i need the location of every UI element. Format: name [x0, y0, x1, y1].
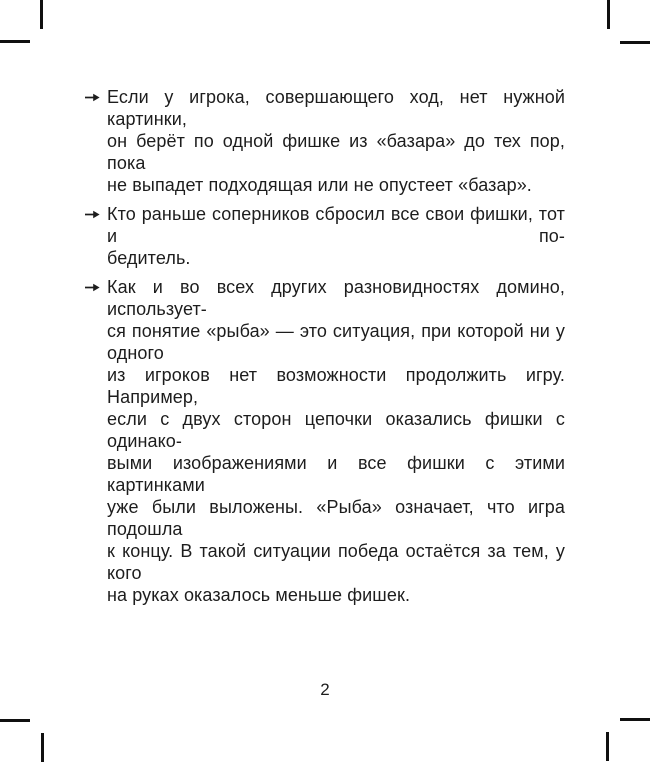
bullet-lines [107, 203, 565, 269]
crop-mark-bottom-right-vertical [606, 732, 609, 761]
text-line: уже были выложены. «Рыба» означает, что игра подошла [107, 497, 565, 539]
text-line: не выпадет подходящая или не опустеет «базар». [107, 175, 532, 195]
right-arrow-bullet-icon [85, 203, 107, 219]
crop-mark-top-left-horizontal [0, 40, 30, 43]
text-line: если с двух сторон цепочки оказались фишки с одинако- [107, 409, 565, 451]
text-line: из игроков нет возможности продолжить игру. Например, [107, 365, 565, 407]
text-line: Если у игрока, совершающего ход, нет нужной картинки, [107, 87, 565, 129]
text-line: Как и во всех других разновидностях домино, использует- [107, 277, 565, 319]
page-number: 2 [320, 680, 330, 699]
text-line: выми изображениями и все фишки с этими картинками [107, 453, 565, 495]
text-line: на руках оказалось меньше фишек. [107, 585, 411, 605]
bullet-lines [107, 86, 565, 196]
bullet-list [85, 86, 565, 613]
right-arrow-bullet-icon [85, 276, 107, 292]
list-item [85, 276, 565, 606]
text-line: он берёт по одной фишке из «базара» до тех пор, пока [107, 131, 565, 173]
crop-mark-top-right-vertical [607, 0, 610, 29]
text-line: бедитель. [107, 248, 191, 268]
crop-mark-bottom-left-horizontal [0, 719, 30, 722]
text-line: к концу. В такой ситуации победа остаётся за тем, у кого [107, 541, 565, 583]
list-item [85, 203, 565, 269]
right-arrow-bullet-icon [85, 86, 107, 102]
crop-mark-top-right-horizontal [620, 41, 650, 44]
crop-mark-top-left-vertical [40, 0, 43, 29]
list-item [85, 86, 565, 196]
text-line: ся понятие «рыба» — это ситуация, при которой ни у одного [107, 321, 565, 363]
text-line: Кто раньше соперников сбросил все свои фишки, тот и по- [107, 204, 565, 246]
crop-mark-bottom-left-vertical [41, 733, 44, 762]
bullet-lines [107, 276, 565, 606]
crop-mark-bottom-right-horizontal [620, 718, 650, 721]
